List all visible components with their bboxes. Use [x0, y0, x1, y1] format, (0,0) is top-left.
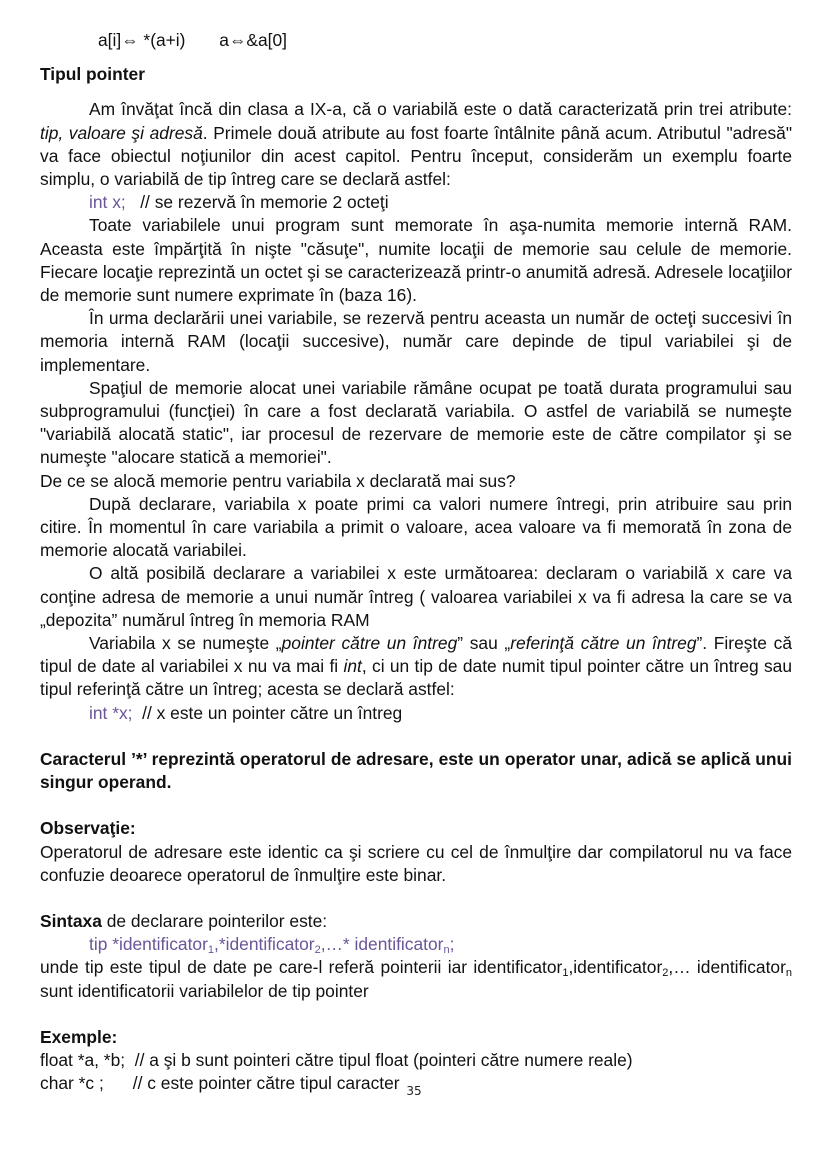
paragraph [40, 470, 792, 493]
paragraph [40, 214, 792, 307]
text-run: De ce se alocă memorie pentru variabila x declarată mai sus? [40, 470, 516, 491]
document-page [40, 29, 792, 1095]
text-run: În urma declarării unei variabile, se rezervă pentru aceasta un număr de octeţi succesivi în memoria internă RAM (locaţii succesive), număr care depinde de tipul variabilei şi de implementare. [40, 308, 792, 375]
code-text: tip *identificator [89, 934, 208, 955]
text-run: ,identificator [568, 957, 663, 978]
text-run: char *c ; // c este pointer către tipul caracter [40, 1073, 400, 1094]
text-run: sunt identificatorii variabilelor de tip pointer [40, 980, 369, 1001]
paragraph [40, 29, 792, 52]
text-run: pointer către un întreg [281, 633, 458, 654]
text-run: ,… identificator [668, 957, 786, 978]
paragraph [40, 63, 792, 86]
paragraph [40, 562, 792, 632]
text-run: Tipul pointer [40, 64, 145, 85]
text-run: Exemple: [40, 1026, 118, 1047]
paragraph [40, 817, 792, 840]
text-run: ”. Fireşte că tipul de date al variabilei x nu va mai fi [40, 633, 792, 677]
text-run: Am învăţat încă din clasa a IX-a, că o variabilă este o dată caracterizată prin trei atribute: [89, 99, 792, 120]
code-text: int *x; [89, 702, 133, 723]
paragraph [40, 493, 792, 563]
text-run: n [785, 967, 792, 980]
text-run: referinţă către un întreg [510, 633, 697, 654]
paragraph [40, 933, 792, 956]
paragraph [40, 956, 792, 1002]
text-run: tip, valoare şi adresă [40, 122, 203, 143]
text-run: Spaţiul de memorie alocat unei variabile rămâne ocupat pe toată durata programului sau subprogramului (funcţiei) în care a fost declarată variabila. O astfel de variabilă se numeşte "variabilă alocată static", iar procesul de rezervare de memorie este de către compilator şi se numeşte "alocare statică a memoriei". [40, 377, 792, 468]
paragraph [40, 98, 792, 191]
text-run: După declarare, variabila x poate primi ca valori numere întregi, prin atribuire sau prin citire. În momentul în care variabila a primit o valoare, acea valoare va fi memorată în zona de memorie alocată variabilei. [40, 493, 792, 561]
code-text: n [443, 944, 450, 957]
paragraph [40, 307, 792, 377]
text-run: Variabila x se numeşte „ [89, 633, 282, 654]
text-run: unde tip este tipul de date pe care-l referă pointerii iar identificator [40, 957, 563, 978]
paragraph [40, 1049, 792, 1072]
code-text: ; [449, 934, 455, 955]
code-text: 2 [314, 944, 321, 957]
text-run: . Primele două atribute au fost foarte întâlnite până acum. Atributul "adresă" va face obiectul noţiunilor din acest capitol. Pentru început, considerăm un exemplu foarte simplu, o variabilă de tip întreg care se declară astfel: [40, 122, 793, 190]
text-run: Caracterul ’*’ reprezintă operatorul de adresare, este un operator unar, adică se aplică unui singur operand. [40, 748, 792, 793]
text-run: , ci un tip de date numit tipul pointer către un întreg sau tipul referinţă către un întreg; acesta se declară astfel: [40, 656, 793, 700]
code-text: int x; [89, 192, 126, 213]
paragraph [40, 1026, 792, 1049]
paragraph [40, 841, 792, 887]
text-run: float *a, *b; // a şi b sunt pointeri către tipul float (pointeri către numere reale) [40, 1049, 633, 1070]
text-run: O altă posibilă declarare a variabilei x este următoarea: declaram o variabilă x care va conţine adresa de memorie a unui număr întreg ( valoarea variabilei x va fi adresa la care se va „depozita” numărul întreg în memoria RAM [40, 563, 792, 630]
paragraph [40, 632, 792, 702]
text-run: de declarare pointerilor este: [101, 910, 328, 931]
code-text: 1 [207, 944, 215, 957]
text-run: int [343, 656, 362, 677]
text-run: // se rezervă în memorie 2 octeţi [125, 192, 389, 213]
code-text: ,*identificator [214, 934, 315, 955]
text-run: Toate variabilele unui program sunt memorate în aşa-numita memorie internă RAM. Aceasta este împărţită în nişte "căsuţe", numite locaţii de memorie sau celule de memorie. Fiecare locaţie reprezintă un octet şi se caracterizează printr-o anumită adresă. Adresele locaţiilor de memorie sunt numere exprimate în (baza 16). [40, 215, 792, 306]
paragraph [40, 748, 792, 794]
paragraph [40, 377, 792, 470]
paragraph [40, 191, 792, 214]
text-run: ” sau „ [457, 633, 511, 654]
code-text: ,…* identificator [320, 934, 444, 955]
paragraph [40, 910, 792, 933]
text-run: Observaţie: [40, 818, 136, 839]
text-run: 2 [662, 967, 669, 980]
text-run: // x este un pointer către un întreg [132, 702, 403, 723]
text-run: Operatorul de adresare este identic ca şi scriere cu cel de înmulţire dar compilatorul nu va face confuzie deoarece operatorul de înmulţire este binar. [40, 841, 792, 885]
page-number: 35 [406, 1084, 422, 1098]
text-run: 1 [562, 967, 569, 980]
text-run: a[i]⇔ *(a+i) a⇔&a[0] [98, 30, 287, 50]
text-run: Sintaxa [40, 910, 102, 931]
paragraph [40, 702, 792, 725]
